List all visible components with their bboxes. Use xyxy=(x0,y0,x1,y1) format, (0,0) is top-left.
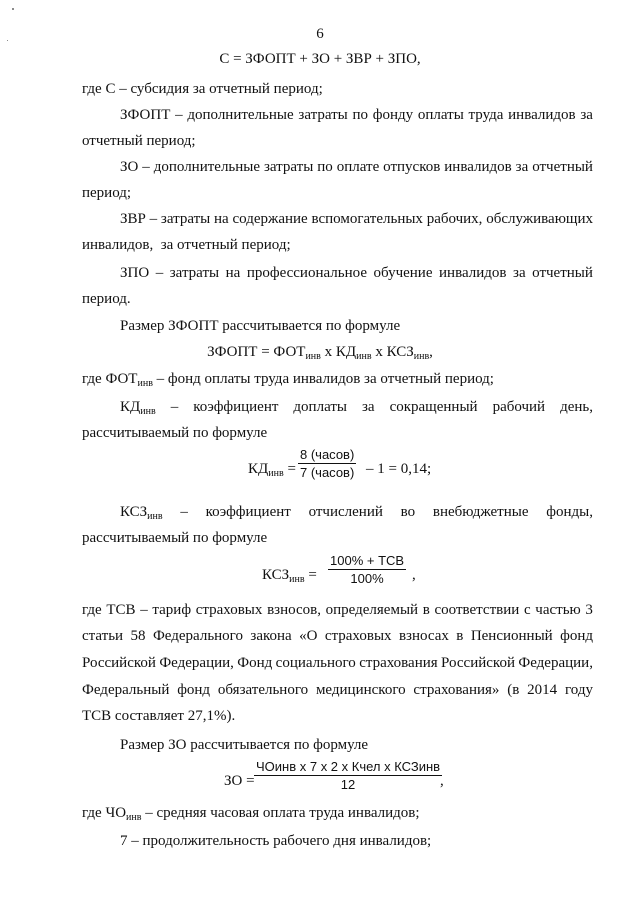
formula-zo-rest: , xyxy=(440,773,444,789)
tsv-line4: Федеральный фонд обязательного медицинского страхования» (в 2014 году xyxy=(82,682,593,698)
definition-cho: где $ЧО_{инв}$ – средняя часовая оплата труда инвалидов; xyxy=(82,805,420,823)
formula-zfopt: ЗФОПТ = $ФОТ_{инв}$ х $КД_{инв}$ х $КСЗ_{инв}$, xyxy=(207,344,433,362)
tsv-line5: ТСВ составляет 27,1%). xyxy=(82,708,236,724)
formula-ksz-fraction: 100% + ТСВ 100% xyxy=(330,553,405,586)
formula-kd-fraction: 8 (часов) 7 (часов) xyxy=(300,447,355,480)
definition-zo-line1: ЗО – дополнительные затраты по оплате отпусков инвалидов за отчетный xyxy=(120,159,593,175)
definition-zvr-line2: инвалидов, за отчетный период; xyxy=(82,237,291,253)
definition-fot: где $ФОТ_{инв}$ – фонд оплаты труда инвалидов за отчетный период; xyxy=(82,371,494,389)
definition-seven: 7 – продолжительность рабочего дня инвалидов; xyxy=(120,833,432,849)
definition-zpo-line1: ЗПО – затраты на профессиональное обучение инвалидов за отчетный xyxy=(120,265,593,281)
definition-zo-line2: период; xyxy=(82,185,132,201)
definition-zpo-line2: период. xyxy=(82,291,131,307)
tsv-line3: Российской Федерации, Фонд социального страхования Российской Федерации, xyxy=(82,655,593,671)
definition-kd-line2: рассчитываемый по формуле xyxy=(82,425,268,441)
formula-kd-lhs: $КД_{инв}$ = xyxy=(248,461,296,479)
formula-kd-rest: – 1 = 0,14; xyxy=(366,461,432,477)
definition-kd-line1: $КД_{инв}$ – коэффициент доплаты за сокращенный рабочий день, xyxy=(120,399,593,417)
definition-zfopt-line2: отчетный период; xyxy=(82,133,196,149)
formula-ksz-rest: , xyxy=(412,567,416,583)
zfopt-intro: Размер ЗФОПТ рассчитывается по формуле xyxy=(120,318,401,334)
definition-zvr-line1: ЗВР – затраты на содержание вспомогательных рабочих, обслуживающих xyxy=(120,211,593,227)
formula-zo-fraction: ЧОинв х 7 х 2 х Кчел х КСЗинв 12 xyxy=(256,759,441,792)
definition-zfopt-line1: ЗФОПТ – дополнительные затраты по фонду оплаты труда инвалидов за xyxy=(120,107,593,123)
formula-main: С = ЗФОПТ + ЗО + ЗВР + ЗПО, xyxy=(219,51,421,67)
tsv-line2: статьи 58 Федерального закона «О страховых взносах в Пенсионный фонд xyxy=(82,628,593,644)
zo-intro: Размер ЗО рассчитывается по формуле xyxy=(120,737,369,753)
formula-zo-lhs: ЗО = xyxy=(224,773,255,789)
page-number: 6 xyxy=(316,26,324,42)
tsv-line1: где ТСВ – тариф страховых взносов, определяемый в соответствии с частью 3 xyxy=(82,602,593,618)
formula-ksz-lhs: $КСЗ_{инв}$ = xyxy=(262,567,317,585)
scan-speck xyxy=(12,8,14,10)
definition-ksz-line2: рассчитываемый по формуле xyxy=(82,530,268,546)
definition-c: где С – субсидия за отчетный период; xyxy=(82,81,323,97)
definition-ksz-line1: $КСЗ_{инв}$ – коэффициент отчислений во внебюджетные фонды, xyxy=(120,504,593,522)
